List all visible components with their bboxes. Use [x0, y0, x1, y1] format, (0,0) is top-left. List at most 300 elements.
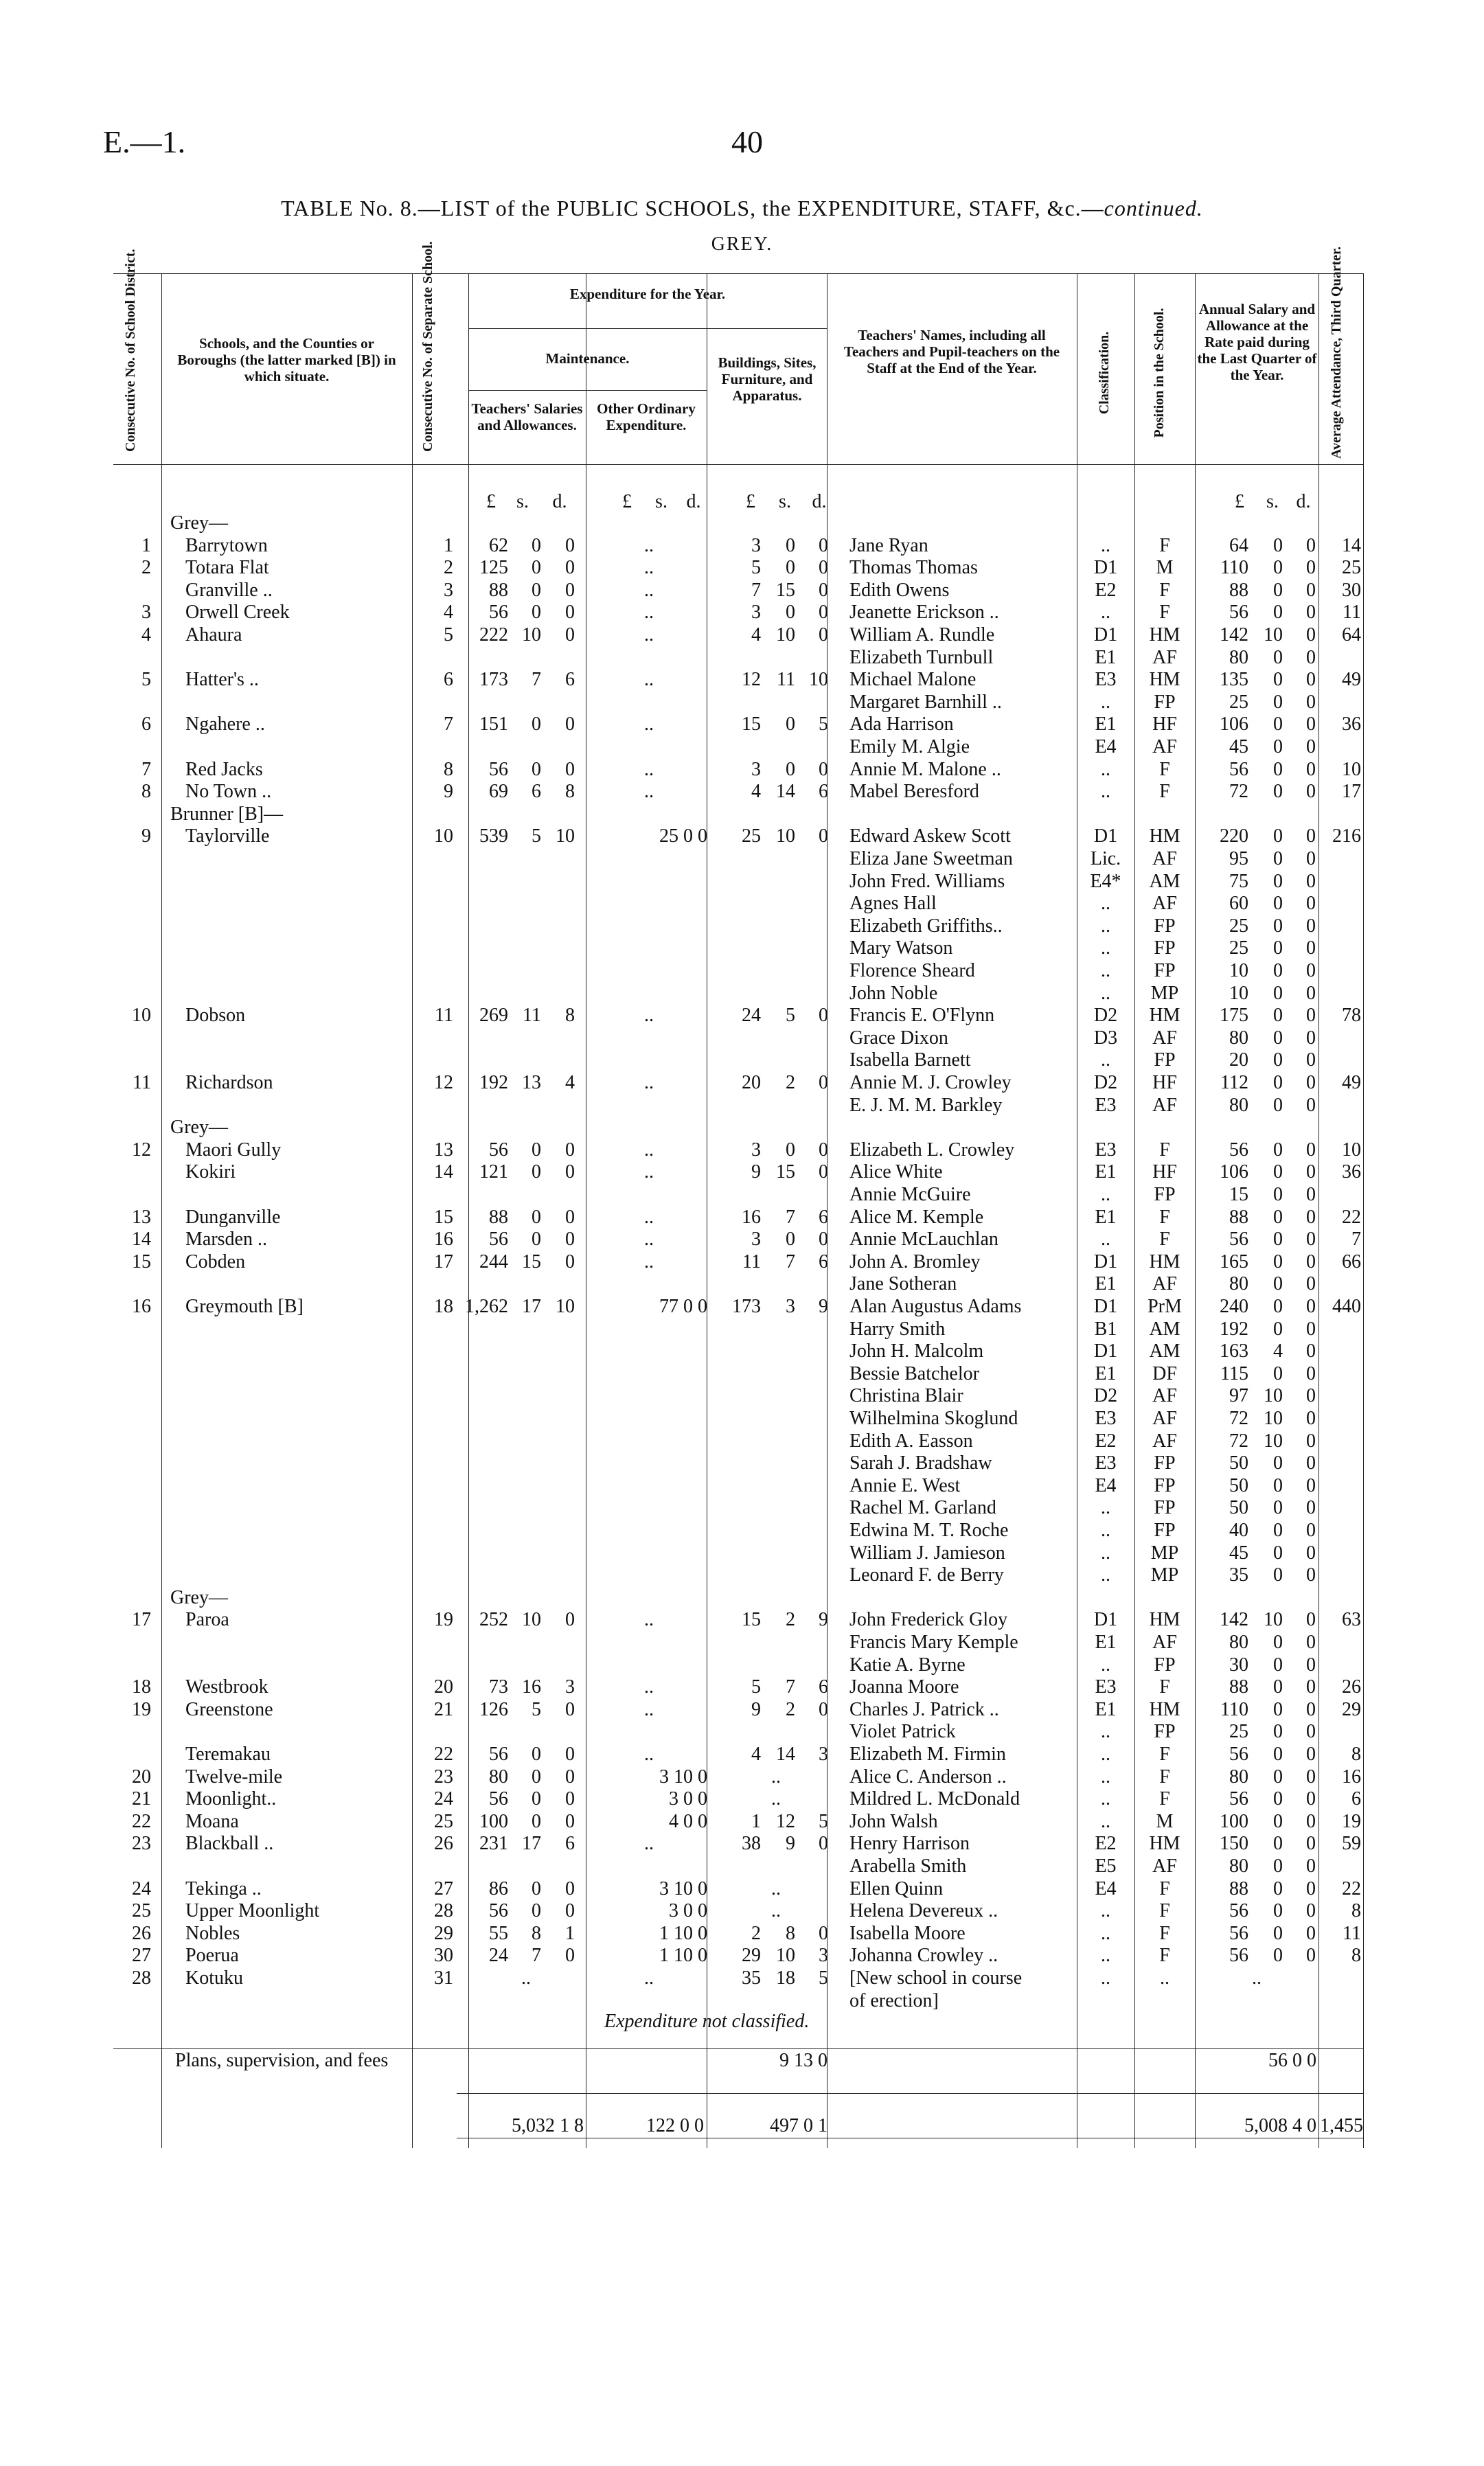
buildings-empty: ..	[771, 1900, 781, 1922]
annual-pence: 0	[1306, 1229, 1316, 1251]
classification: ..	[1101, 915, 1110, 937]
teacher-name: John A. Bromley	[849, 1251, 981, 1272]
district-no: 15	[132, 1251, 151, 1272]
salary-pounds: 56	[489, 1744, 508, 1765]
teacher-name: [New school in course	[849, 1967, 1023, 1989]
annual-pence: 0	[1306, 1654, 1316, 1676]
buildings-pence: 5	[819, 713, 828, 735]
annual-shillings: 0	[1273, 870, 1283, 892]
other-expenditure: 77 0 0	[659, 1296, 707, 1317]
buildings-shillings: 0	[786, 713, 795, 735]
annual-shillings: 0	[1273, 915, 1283, 937]
total-salaries: 5,032 1 8	[512, 2115, 584, 2136]
teacher-name: Mildred L. McDonald	[849, 1788, 1020, 1810]
school-name: Westbrook	[185, 1676, 269, 1698]
total-buildings: 497 0 1	[770, 2115, 827, 2136]
attendance: 6	[1351, 1788, 1361, 1810]
table-row	[0, 1027, 1484, 1049]
annual-shillings: 0	[1273, 1049, 1283, 1071]
other-expenditure: ..	[644, 1206, 654, 1228]
annual-shillings: 0	[1273, 691, 1283, 713]
classification: E1	[1095, 1206, 1117, 1228]
county-heading-row	[0, 803, 1484, 825]
annual-pence: 0	[1306, 1340, 1316, 1362]
table-row	[0, 1251, 1484, 1273]
classification: ..	[1101, 982, 1110, 1004]
position: F	[1159, 1139, 1170, 1161]
teacher-name: Joanna Moore	[849, 1676, 959, 1698]
buildings-shillings: 9	[786, 1833, 795, 1855]
buildings-pounds: 11	[742, 1251, 761, 1272]
attendance: 36	[1342, 1161, 1361, 1183]
classification: ..	[1101, 1744, 1110, 1765]
buildings-shillings: 14	[776, 781, 795, 803]
position: F	[1159, 1877, 1170, 1899]
salary-pounds: 269	[479, 1005, 508, 1027]
school-name: Tekinga ..	[185, 1877, 262, 1899]
attendance: 216	[1332, 825, 1361, 847]
buildings-shillings: 11	[777, 669, 795, 691]
table-row	[0, 1922, 1484, 1945]
table-row	[0, 1183, 1484, 1206]
buildings-pence: 6	[819, 1676, 828, 1698]
header-expenditure: Expenditure for the Year.	[569, 286, 726, 302]
annual-pounds: 56	[1229, 1229, 1248, 1251]
table-row	[0, 1564, 1484, 1586]
header-school-no: Consecutive No. of Separate School.	[420, 241, 435, 452]
school-no: 21	[434, 1698, 453, 1720]
annual-pounds: 106	[1220, 713, 1248, 735]
salary-shillings: 0	[532, 713, 541, 735]
position: AF	[1152, 893, 1177, 915]
annual-pence: 0	[1306, 982, 1316, 1004]
attendance: 66	[1342, 1251, 1361, 1272]
salary-shillings: 5	[532, 825, 541, 847]
school-name: Richardson	[185, 1072, 273, 1093]
table-row	[0, 1049, 1484, 1071]
teacher-name: Edith Owens	[849, 579, 950, 601]
classification: ..	[1101, 1967, 1110, 1989]
school-name: Ngahere ..	[185, 713, 265, 735]
annual-pence: 0	[1306, 893, 1316, 915]
annual-shillings: 0	[1273, 1676, 1283, 1698]
classification: ..	[1101, 1945, 1110, 1967]
classification: E1	[1095, 1273, 1117, 1295]
teacher-name: Mabel Beresford	[849, 781, 979, 803]
table-row	[0, 713, 1484, 735]
position: HM	[1149, 825, 1180, 847]
buildings-pence: 3	[819, 1945, 828, 1967]
annual-pounds: 80	[1229, 1094, 1248, 1116]
buildings-pence: 0	[819, 579, 828, 601]
annual-pence: 0	[1306, 1273, 1316, 1295]
attendance: 11	[1343, 602, 1361, 624]
school-name: Teremakau	[185, 1744, 271, 1765]
salary-shillings: 0	[532, 1161, 541, 1183]
classification: B1	[1094, 1318, 1117, 1340]
annual-pounds: 88	[1229, 1877, 1248, 1899]
school-name: Hatter's ..	[185, 669, 259, 691]
annual-shillings: 0	[1273, 1161, 1283, 1183]
annual-shillings: 0	[1273, 1766, 1283, 1788]
annual-pounds: 110	[1220, 557, 1248, 579]
annual-pence: 0	[1306, 1766, 1316, 1788]
classification: ..	[1101, 937, 1110, 959]
table-row	[0, 959, 1484, 982]
other-expenditure: 3 10 0	[659, 1766, 707, 1788]
salary-pence: 0	[565, 1161, 575, 1183]
district-no: 18	[132, 1676, 151, 1698]
annual-pounds: 25	[1229, 937, 1248, 959]
not-classified-heading: Expenditure not classified.	[604, 2011, 810, 2032]
other-expenditure: ..	[644, 1967, 654, 1989]
classification: E1	[1095, 1632, 1117, 1653]
school-no: 11	[435, 1005, 453, 1027]
teacher-name: John Noble	[849, 982, 938, 1004]
table-row	[0, 1094, 1484, 1117]
other-expenditure: ..	[644, 1676, 654, 1698]
school-no: 4	[444, 602, 453, 624]
classification: ..	[1101, 691, 1110, 713]
annual-shillings: 0	[1273, 1856, 1283, 1877]
school-no: 25	[434, 1810, 453, 1832]
annual-shillings: 0	[1273, 1877, 1283, 1899]
buildings-shillings: 0	[786, 534, 795, 556]
salary-pounds: 252	[479, 1609, 508, 1631]
annual-shillings: 0	[1273, 960, 1283, 981]
annual-shillings: 0	[1273, 669, 1283, 691]
annual-shillings: 0	[1273, 1094, 1283, 1116]
unit-pence: d.	[552, 491, 567, 512]
annual-pounds: 56	[1229, 1139, 1248, 1161]
teacher-name: Jane Sotheran	[849, 1273, 957, 1295]
district-no: 22	[132, 1810, 151, 1832]
annual-pounds: 72	[1229, 1408, 1248, 1429]
district-no: 13	[132, 1206, 151, 1228]
district-no: 9	[141, 825, 151, 847]
teacher-name: Agnes Hall	[849, 893, 937, 915]
buildings-pence: 0	[819, 1161, 828, 1183]
teacher-name: Helena Devereux ..	[849, 1900, 998, 1922]
annual-pounds: 192	[1220, 1318, 1248, 1340]
school-name: Marsden ..	[185, 1229, 267, 1251]
annual-pence: 0	[1306, 1184, 1316, 1205]
buildings-pounds: 4	[751, 624, 761, 646]
annual-shillings: 0	[1273, 1788, 1283, 1810]
teacher-name: Isabella Moore	[849, 1922, 966, 1944]
not-classified-label: Plans, supervision, and fees	[175, 2050, 389, 2071]
annual-pounds: 50	[1229, 1474, 1248, 1496]
position: F	[1159, 1922, 1170, 1944]
position: HF	[1152, 713, 1177, 735]
position: F	[1159, 1744, 1170, 1765]
salary-shillings: 16	[522, 1676, 541, 1698]
teacher-name: Violet Patrick	[849, 1721, 956, 1743]
annual-shillings: 0	[1273, 646, 1283, 668]
annual-shillings: 0	[1273, 848, 1283, 869]
annual-pence: 0	[1306, 1721, 1316, 1743]
buildings-shillings: 10	[776, 825, 795, 847]
teacher-name: John Walsh	[849, 1810, 938, 1832]
position: ..	[1160, 1967, 1169, 1989]
table-row	[0, 1989, 1484, 2012]
annual-shillings: 0	[1273, 736, 1283, 757]
annual-pence: 0	[1306, 1318, 1316, 1340]
school-name: Maori Gully	[185, 1139, 282, 1161]
page-number: 40	[731, 124, 763, 159]
table-row	[0, 825, 1484, 847]
annual-pence: 0	[1306, 1945, 1316, 1967]
annual-shillings: 0	[1273, 1542, 1283, 1564]
header-rule	[113, 464, 1363, 465]
table-row	[0, 668, 1484, 691]
annual-shillings: 0	[1273, 1072, 1283, 1093]
salary-pence: 6	[565, 1833, 575, 1855]
classification: ..	[1101, 1497, 1110, 1519]
annual-pounds: 150	[1220, 1833, 1248, 1855]
annual-shillings: 0	[1273, 1520, 1283, 1541]
salary-pounds: 55	[489, 1922, 508, 1944]
buildings-pence: 9	[819, 1296, 828, 1317]
table-row	[0, 1474, 1484, 1497]
annual-shillings: 0	[1273, 1452, 1283, 1474]
attendance: 25	[1342, 557, 1361, 579]
district-no: 17	[132, 1609, 151, 1631]
teacher-name: Christina Blair	[849, 1385, 963, 1407]
salary-pence: 0	[565, 758, 575, 780]
buildings-pounds: 4	[751, 1744, 761, 1765]
annual-shillings: 0	[1273, 1654, 1283, 1676]
annual-pence: 0	[1306, 1027, 1316, 1049]
salary-pence: 0	[565, 624, 575, 646]
classification: ..	[1101, 1184, 1110, 1205]
annual-shillings: 0	[1273, 1632, 1283, 1653]
salary-shillings: 0	[532, 602, 541, 624]
salary-shillings: 0	[532, 1788, 541, 1810]
district-no: 4	[141, 624, 151, 646]
annual-shillings: 0	[1273, 1497, 1283, 1519]
annual-shillings: 0	[1273, 937, 1283, 959]
other-expenditure: 3 0 0	[669, 1900, 707, 1922]
salary-pounds: 222	[479, 624, 508, 646]
school-no: 5	[444, 624, 453, 646]
teacher-name: Annie M. Malone ..	[849, 758, 1001, 780]
salary-pounds: 86	[489, 1877, 508, 1899]
district-no: 14	[132, 1229, 151, 1251]
annual-pounds: 165	[1220, 1251, 1248, 1272]
annual-pounds: 80	[1229, 1273, 1248, 1295]
annual-pounds: 56	[1229, 1922, 1248, 1944]
salary-pounds: 192	[479, 1072, 508, 1093]
buildings-pounds: 15	[742, 1609, 761, 1631]
table-row	[0, 1295, 1484, 1318]
teacher-name: Elizabeth Turnbull	[849, 646, 994, 668]
table-row	[0, 870, 1484, 893]
total-attendance: 1,455	[1320, 2115, 1363, 2136]
annual-pence: 0	[1306, 1049, 1316, 1071]
table-row	[0, 1362, 1484, 1385]
school-no: 9	[444, 781, 453, 803]
position: M	[1156, 557, 1174, 579]
buildings-pounds: 20	[742, 1072, 761, 1093]
buildings-pounds: 3	[751, 602, 761, 624]
classification: D2	[1093, 1005, 1118, 1027]
teacher-name: of erection]	[849, 1989, 939, 2011]
classification: E2	[1095, 1430, 1117, 1452]
annual-pounds: 240	[1220, 1296, 1248, 1317]
attendance: 16	[1342, 1766, 1361, 1788]
table-row	[0, 1654, 1484, 1676]
table-row	[0, 1967, 1484, 1989]
buildings-pence: 0	[819, 1072, 828, 1093]
table-row	[0, 1340, 1484, 1362]
position: HM	[1149, 1609, 1180, 1631]
annual-pounds: 56	[1229, 758, 1248, 780]
school-name: Taylorville	[185, 825, 270, 847]
attendance: 22	[1342, 1877, 1361, 1899]
classification: ..	[1101, 960, 1110, 981]
other-expenditure: 3 10 0	[659, 1877, 707, 1899]
salary-shillings: 10	[522, 1609, 541, 1631]
buildings-pence: 9	[819, 1609, 828, 1631]
attendance: 8	[1351, 1945, 1361, 1967]
classification: ..	[1101, 758, 1110, 780]
annual-shillings: 0	[1273, 1318, 1283, 1340]
salary-pence: 1	[565, 1922, 575, 1944]
position: FP	[1154, 1520, 1176, 1541]
unit-pence: d.	[686, 491, 701, 512]
teacher-name: William A. Rundle	[849, 624, 995, 646]
buildings-shillings: 10	[776, 1945, 795, 1967]
annual-pounds: 97	[1229, 1385, 1248, 1407]
attendance: 11	[1343, 1922, 1361, 1944]
position: AF	[1152, 1094, 1177, 1116]
position: HM	[1149, 669, 1180, 691]
header-schools: Schools, and the Counties or Boroughs (the latter marked [B]) in which situate.	[177, 335, 396, 385]
table-row	[0, 1608, 1484, 1631]
classification: ..	[1101, 1922, 1110, 1944]
units-row	[0, 490, 1484, 513]
district-no: 2	[141, 557, 151, 579]
teacher-name: William J. Jamieson	[849, 1542, 1005, 1564]
salary-pence: 0	[565, 713, 575, 735]
salary-pounds: 56	[489, 602, 508, 624]
school-name: Orwell Creek	[185, 602, 290, 624]
table-row	[0, 735, 1484, 758]
other-expenditure: ..	[644, 669, 654, 691]
header-classification: Classification.	[1097, 331, 1112, 415]
classification: E1	[1095, 713, 1117, 735]
classification: D1	[1093, 1251, 1118, 1272]
annual-pounds: 40	[1229, 1520, 1248, 1541]
buildings-pence: 0	[819, 557, 828, 579]
position: HF	[1152, 1072, 1177, 1093]
annual-pence: 0	[1306, 602, 1316, 624]
table-row	[0, 915, 1484, 937]
district-no: 3	[141, 602, 151, 624]
salary-shillings: 10	[522, 624, 541, 646]
buildings-shillings: 0	[786, 557, 795, 579]
buildings-pence: 5	[819, 1967, 828, 1989]
annual-pounds: 15	[1229, 1184, 1248, 1205]
buildings-pence: 0	[819, 1698, 828, 1720]
district-no: 21	[132, 1788, 151, 1810]
classification: ..	[1101, 1654, 1110, 1676]
teacher-name: John Fred. Williams	[849, 870, 1005, 892]
attendance: 36	[1342, 713, 1361, 735]
not-classified-annual: 56 0 0	[1268, 2050, 1316, 2071]
annual-pounds: 50	[1229, 1452, 1248, 1474]
position: AM	[1149, 1340, 1180, 1362]
buildings-pounds: 3	[751, 1229, 761, 1251]
other-expenditure: 3 0 0	[669, 1788, 707, 1810]
school-no: 16	[434, 1229, 453, 1251]
annual-pounds: 56	[1229, 1788, 1248, 1810]
buildings-shillings: 3	[786, 1296, 795, 1317]
annual-pounds: 45	[1229, 736, 1248, 757]
buildings-shillings: 2	[786, 1698, 795, 1720]
annual-pence: 0	[1306, 1632, 1316, 1653]
annual-pence: 0	[1306, 1385, 1316, 1407]
salary-shillings: 0	[532, 1900, 541, 1922]
table-row	[0, 892, 1484, 915]
annual-pounds: 56	[1229, 1945, 1248, 1967]
salary-shillings: 8	[532, 1922, 541, 1944]
attendance: 17	[1342, 781, 1361, 803]
county-heading-row	[0, 512, 1484, 534]
annual-shillings: 0	[1273, 1721, 1283, 1743]
annual-pounds: 35	[1229, 1564, 1248, 1586]
classification: E1	[1095, 646, 1117, 668]
salary-shillings: 17	[522, 1296, 541, 1317]
salary-pounds: 173	[479, 669, 508, 691]
teacher-name: Bessie Batchelor	[849, 1362, 979, 1384]
table-row	[0, 1877, 1484, 1900]
school-name: Greymouth [B]	[185, 1296, 304, 1317]
classification: ..	[1101, 1520, 1110, 1541]
buildings-shillings: 15	[776, 579, 795, 601]
school-name: Twelve-mile	[185, 1766, 283, 1788]
table-row	[0, 1318, 1484, 1340]
classification: ..	[1101, 1788, 1110, 1810]
annual-pence: 0	[1306, 1833, 1316, 1855]
teacher-name: Edith A. Easson	[849, 1430, 973, 1452]
annual-pence: 0	[1306, 870, 1316, 892]
teacher-name: Mary Watson	[849, 937, 953, 959]
school-no: 20	[434, 1676, 453, 1698]
school-no: 8	[444, 758, 453, 780]
table-row	[0, 1944, 1484, 1967]
buildings-pence: 0	[819, 758, 828, 780]
salary-shillings: 0	[532, 534, 541, 556]
teacher-name: Wilhelmina Skoglund	[849, 1408, 1018, 1429]
annual-pounds: 72	[1229, 781, 1248, 803]
district-no: 8	[141, 781, 151, 803]
annual-pence: 0	[1306, 915, 1316, 937]
table-row	[0, 1496, 1484, 1519]
annual-shillings: 0	[1273, 1027, 1283, 1049]
table-row	[0, 691, 1484, 713]
table-row	[0, 1430, 1484, 1452]
position: MP	[1150, 1542, 1179, 1564]
buildings-pounds: 2	[751, 1922, 761, 1944]
annual-pence: 0	[1306, 1810, 1316, 1832]
unit-shilling: s.	[1266, 491, 1279, 512]
annual-shillings: 0	[1273, 1833, 1283, 1855]
attendance: 63	[1342, 1609, 1361, 1631]
table-row	[0, 1810, 1484, 1833]
position: F	[1159, 1676, 1170, 1698]
